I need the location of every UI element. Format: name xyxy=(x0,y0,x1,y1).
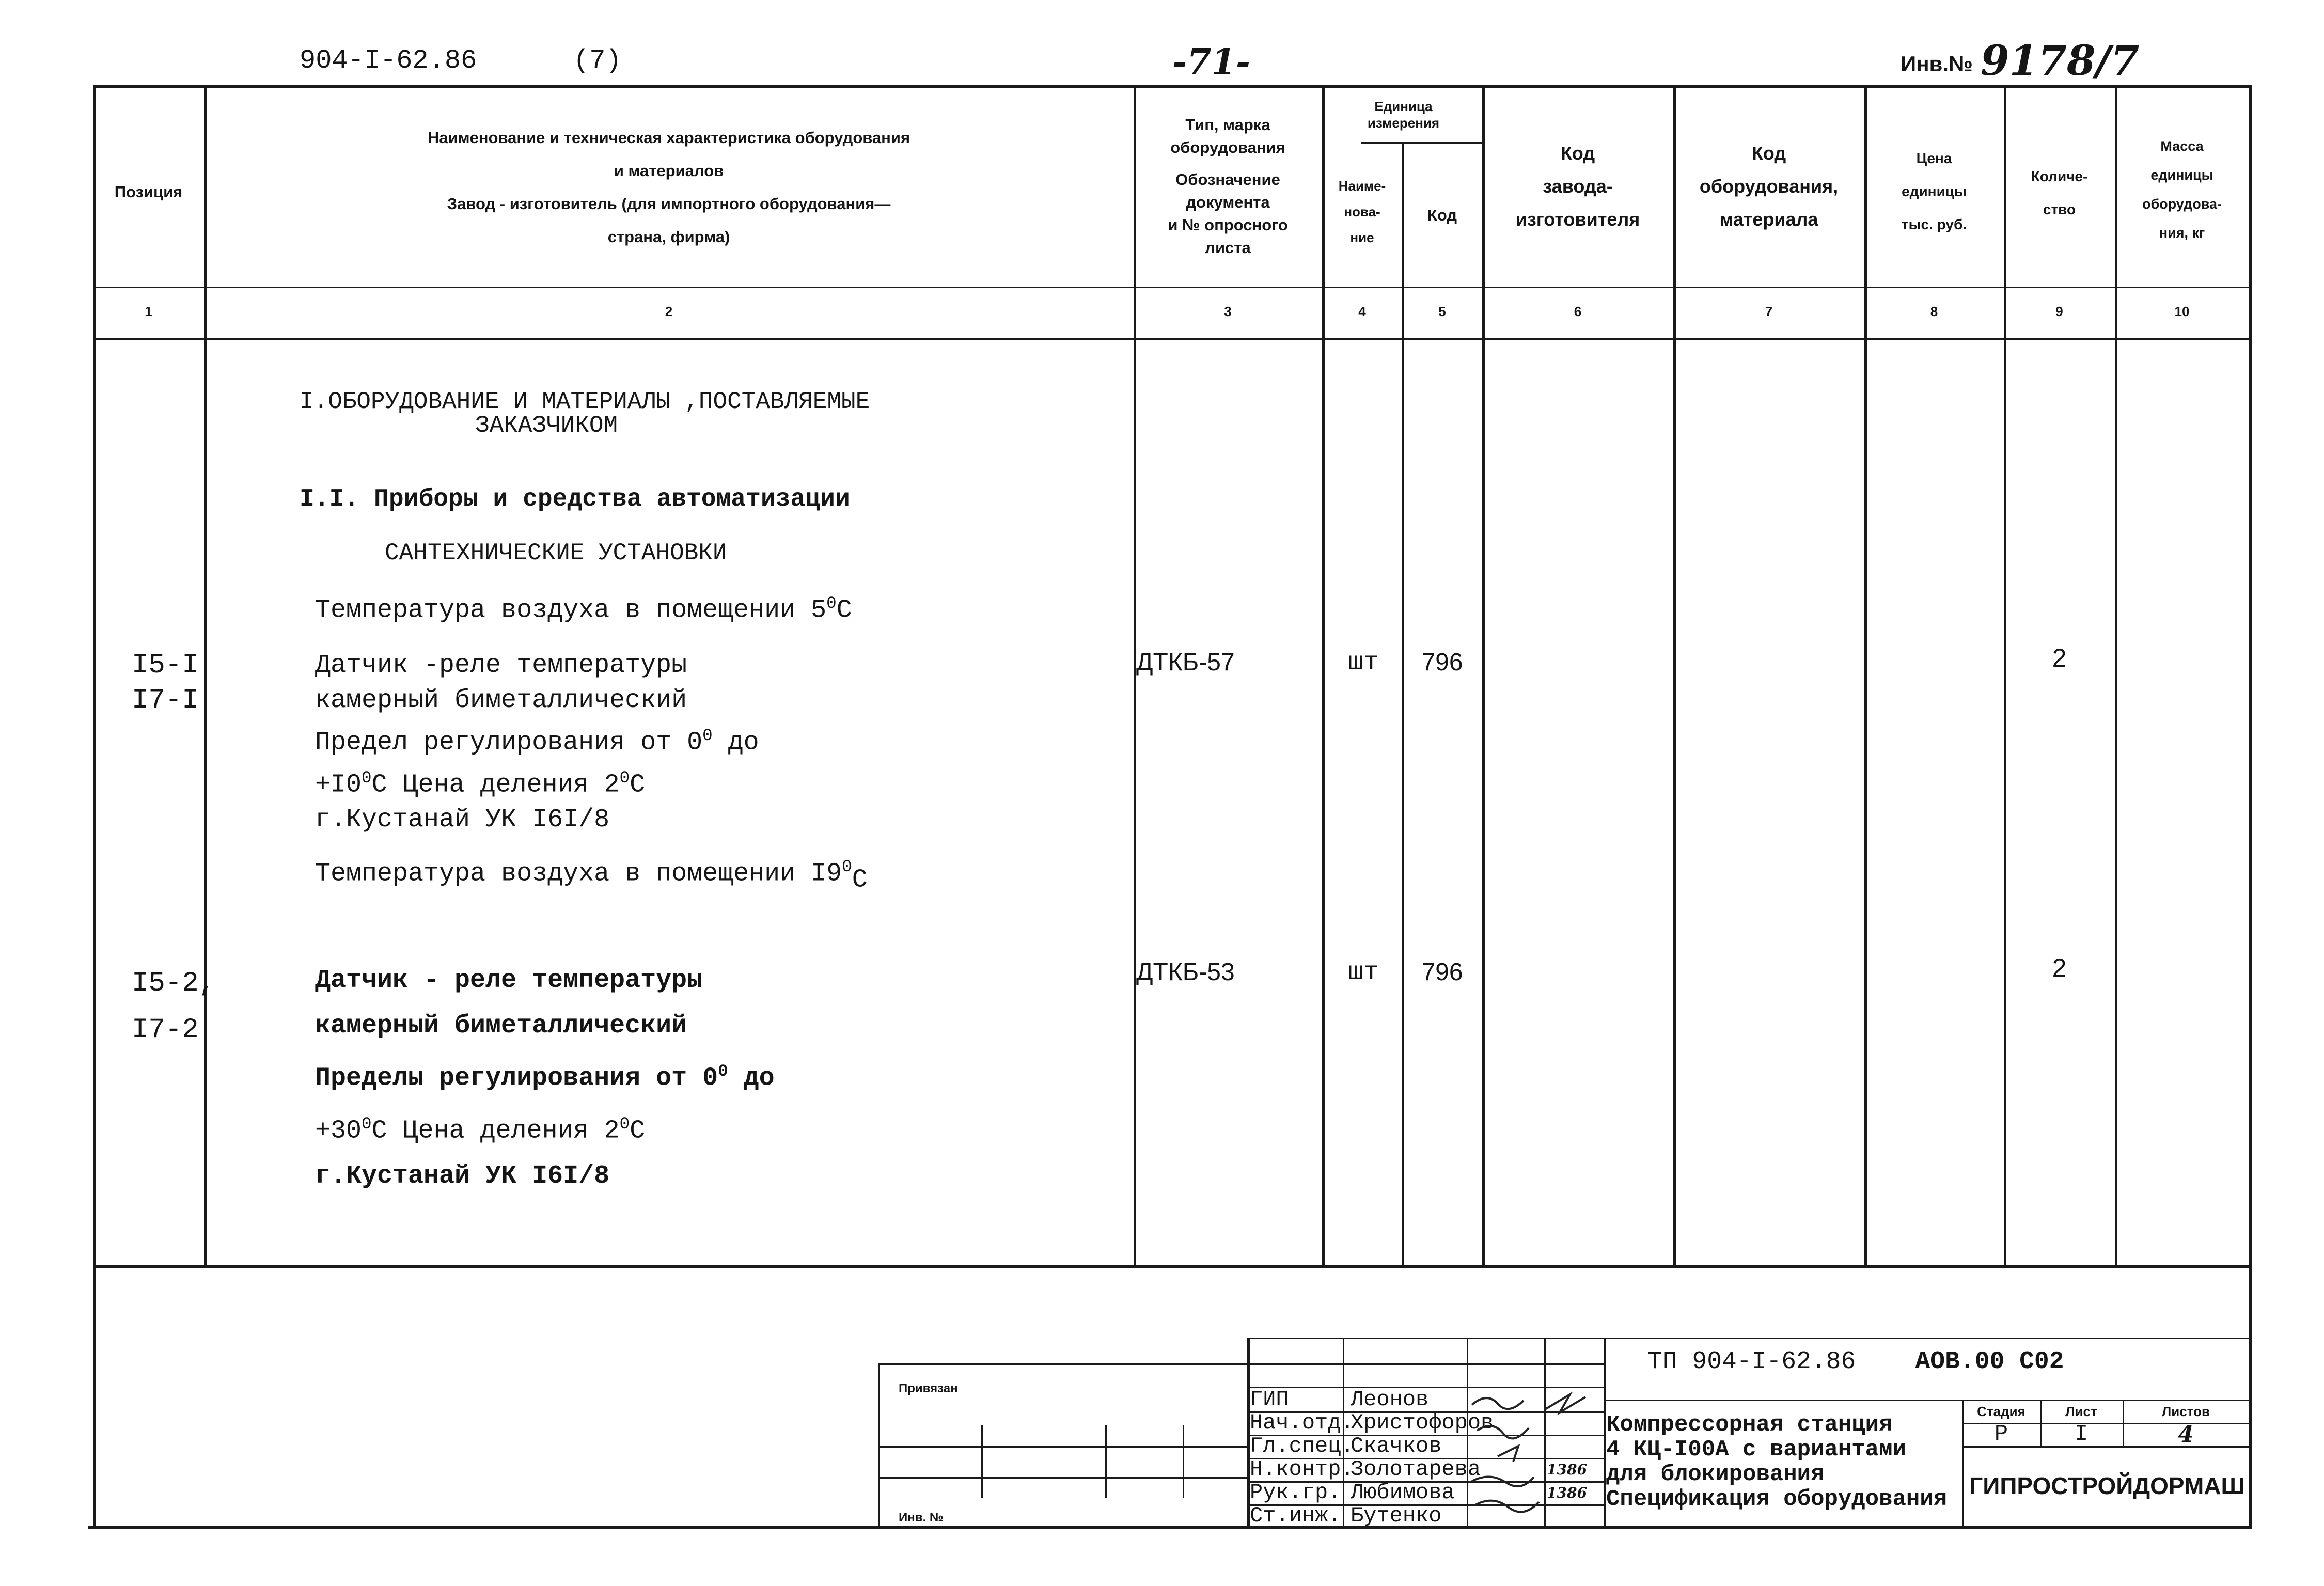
doc-number: 904-I-62.86 xyxy=(300,45,477,76)
privyazan-grid-2 xyxy=(878,1477,1247,1479)
col-divider-6 xyxy=(1673,85,1676,1265)
header-unit-mass: Масса единицы оборудова- ния, кг xyxy=(2142,138,2222,241)
signature-dates: 1386 1386 xyxy=(1547,1461,1587,1501)
header-unit-group: Единица измерения xyxy=(1367,99,1440,131)
condition-1: Температура воздуха в помещении $5^0С$ xyxy=(315,594,852,625)
col-number-8: 8 xyxy=(1930,304,1938,319)
col-divider-5 xyxy=(1482,85,1485,1265)
table-top-border xyxy=(93,85,2252,88)
header-unit-code: Код xyxy=(1427,206,1457,224)
privyazan-grid-1 xyxy=(878,1446,1247,1448)
col-number-3: 3 xyxy=(1224,304,1232,319)
item1-description: Датчик -реле температуры камерный биметаллический Предел регулирования от $0^0$ до $+I0^0С$ Цена деления $2^0С$ г.Кустанай УК I6I/8 xyxy=(315,651,759,835)
item2-quantity: 2 xyxy=(2052,953,2067,982)
item1-unit: шт xyxy=(1347,648,1379,678)
stage-value: Р xyxy=(1994,1421,2008,1447)
item1-position: I5-I I7-I xyxy=(132,650,199,716)
col-number-10: 10 xyxy=(2174,304,2190,319)
col-divider-9 xyxy=(2115,85,2117,1265)
frame-bottom-border xyxy=(88,1526,2252,1529)
frame-right-border xyxy=(2249,85,2252,1526)
col-divider-7 xyxy=(1864,85,1867,1265)
sheet-value: I xyxy=(2074,1421,2089,1447)
col-number-4: 4 xyxy=(1358,304,1366,319)
sheet-label: Лист xyxy=(2065,1404,2097,1419)
col-divider-1 xyxy=(204,85,207,1265)
group-title: САНТЕХНИЧЕСКИЕ УСТАНОВКИ xyxy=(385,540,727,567)
signature-roles: ГИП Нач.отд. Гл.спец. Н.контр. Рук.гр. Ст.инж. xyxy=(1250,1387,1354,1528)
signature-names: Леонов Христофоров Скачков Золотарева Любимова Бутенко xyxy=(1351,1387,1494,1528)
header-unit-name: Наиме- нова- ние xyxy=(1338,178,1386,245)
signature-scribbles xyxy=(1467,1389,1606,1526)
header-quantity: Количе- ство xyxy=(2031,168,2088,217)
sheet-number-paren: (7) xyxy=(573,45,622,76)
item1-unit-code: 796 xyxy=(1421,649,1463,676)
item2-type: ДТКБ-53 xyxy=(1136,959,1235,986)
header-equipment-code: Код оборудования, материала xyxy=(1699,143,1839,230)
inventory-label: Инв.№ xyxy=(1901,52,1973,76)
header-position: Позиция xyxy=(114,183,183,201)
privyazan-left-border xyxy=(878,1363,880,1526)
header-unit-price: Цена единицы тыс. руб. xyxy=(1901,150,1967,232)
number-row-bottom-line xyxy=(93,338,2252,340)
table-bottom-border xyxy=(93,1265,2252,1268)
header-name: Наименование и техническая характеристика оборудования и материалов Завод - изготовитель (для импортного оборудования— страна, фирма) xyxy=(427,129,910,246)
item2-position: I5-2, I7-2 xyxy=(132,968,216,1046)
header-bottom-line xyxy=(93,287,2252,288)
header-manufacturer-code: Код завода- изготовителя xyxy=(1515,143,1640,230)
frame-left-border xyxy=(93,85,96,1526)
section-title: I.ОБОРУДОВАНИЕ И МАТЕРИАЛЫ ,ПОСТАВЛЯЕМЫЕ ЗАКАЗЧИКОМ xyxy=(300,388,870,439)
item2-unit-code: 796 xyxy=(1421,959,1463,986)
col-number-1: 1 xyxy=(145,304,152,319)
inventory-no-label: Инв. № xyxy=(899,1511,944,1525)
page-number: -71- xyxy=(1172,41,1251,83)
subsection-title: I.I. Приборы и средства автоматизации xyxy=(300,485,850,513)
item1-type: ДТКБ-57 xyxy=(1136,649,1235,676)
stage-label: Стадия xyxy=(1977,1404,2025,1419)
privyazan-grid-v3 xyxy=(1183,1425,1184,1498)
col-number-5: 5 xyxy=(1438,304,1446,319)
col-number-2: 2 xyxy=(665,304,673,319)
organization: ГИПРОСТРОЙДОРМАШ xyxy=(1969,1472,2245,1499)
col-number-6: 6 xyxy=(1574,304,1582,319)
header-type: Тип, марка оборудования Обозначение документа и № опросного листа xyxy=(1168,116,1288,257)
sign-block-top-border xyxy=(1247,1338,2252,1339)
unit-group-divider xyxy=(1361,142,1485,144)
sheets-value: 4 xyxy=(2178,1421,2194,1448)
condition-2: Температура воздуха в помещении $I9^0С$ xyxy=(315,857,868,895)
privyazan-top-border xyxy=(878,1363,1247,1365)
col-number-7: 7 xyxy=(1765,304,1773,319)
document-title: Компрессорная станция 4 КЦ-I00А с вариантами для блокирования Спецификация оборудования xyxy=(1606,1412,1948,1512)
item2-description: Датчик - реле температуры камерный биметаллический Пределы регулирования от $0^0$ до $+30^0С$ Цена деления $2^0С$ г.Кустанай УК I6I/8 xyxy=(315,966,775,1191)
item2-unit: шт xyxy=(1347,958,1379,987)
privyazan-grid-v1 xyxy=(981,1425,983,1498)
title-area-divider xyxy=(1604,1400,2252,1401)
document-code: ТП 904-I-62.86 АОВ.00 С02 xyxy=(1647,1348,2064,1376)
col-divider-8 xyxy=(2004,85,2006,1265)
col-number-9: 9 xyxy=(2055,304,2063,319)
privyazan-label: Привязан xyxy=(899,1381,958,1395)
inventory-number: 9178/7 xyxy=(1981,36,2140,85)
sheets-label: Листов xyxy=(2162,1404,2210,1419)
item1-quantity: 2 xyxy=(2052,643,2067,672)
privyazan-grid-v2 xyxy=(1105,1425,1107,1498)
sign-grid-h1 xyxy=(1247,1363,1604,1365)
